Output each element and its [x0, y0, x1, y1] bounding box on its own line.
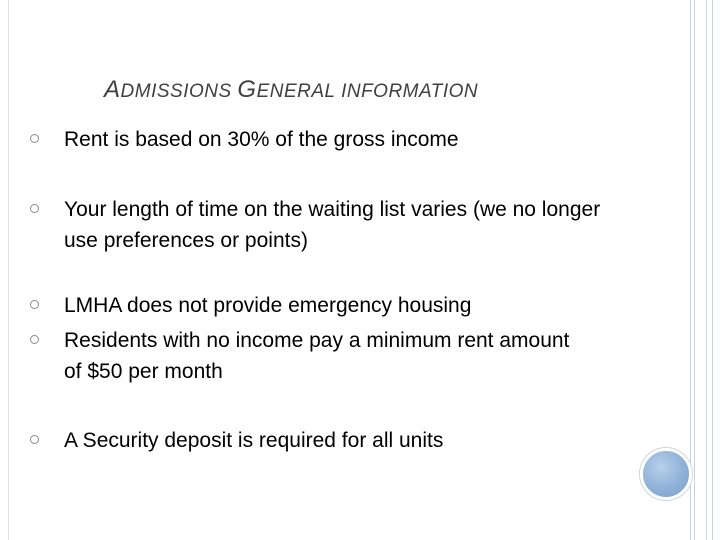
slide-title — [104, 76, 478, 104]
bullet-text: A Security deposit is required for all units — [64, 429, 444, 452]
bullet-text: Rent is based on 30% of the gross income — [64, 128, 459, 151]
right-border-line — [694, 0, 695, 540]
right-border-line — [712, 0, 713, 540]
bullet-marker-icon — [30, 435, 39, 444]
left-border-line — [8, 0, 9, 540]
title-word: INFORMATION — [341, 81, 479, 102]
title-word: ENERAL — [256, 81, 342, 102]
decorative-circle-icon — [640, 448, 692, 500]
bullet-marker-icon — [30, 335, 39, 344]
bullet-text: Residents with no income pay a minimum rent amount of $50 per month — [64, 329, 570, 383]
bullet-text: LMHA does not provide emergency housing — [64, 294, 472, 317]
right-border-line — [690, 0, 691, 540]
title-initial: G — [237, 76, 257, 103]
title-word: DMISSIONS — [120, 81, 238, 102]
bullet-marker-icon — [30, 300, 39, 309]
bullet-marker-icon — [30, 204, 39, 213]
title-initial: A — [104, 76, 121, 103]
bullet-text: Your length of time on the waiting list varies (we no longer use preferences or points) — [64, 198, 601, 252]
right-border-line — [706, 0, 707, 540]
bullet-marker-icon — [30, 134, 39, 143]
